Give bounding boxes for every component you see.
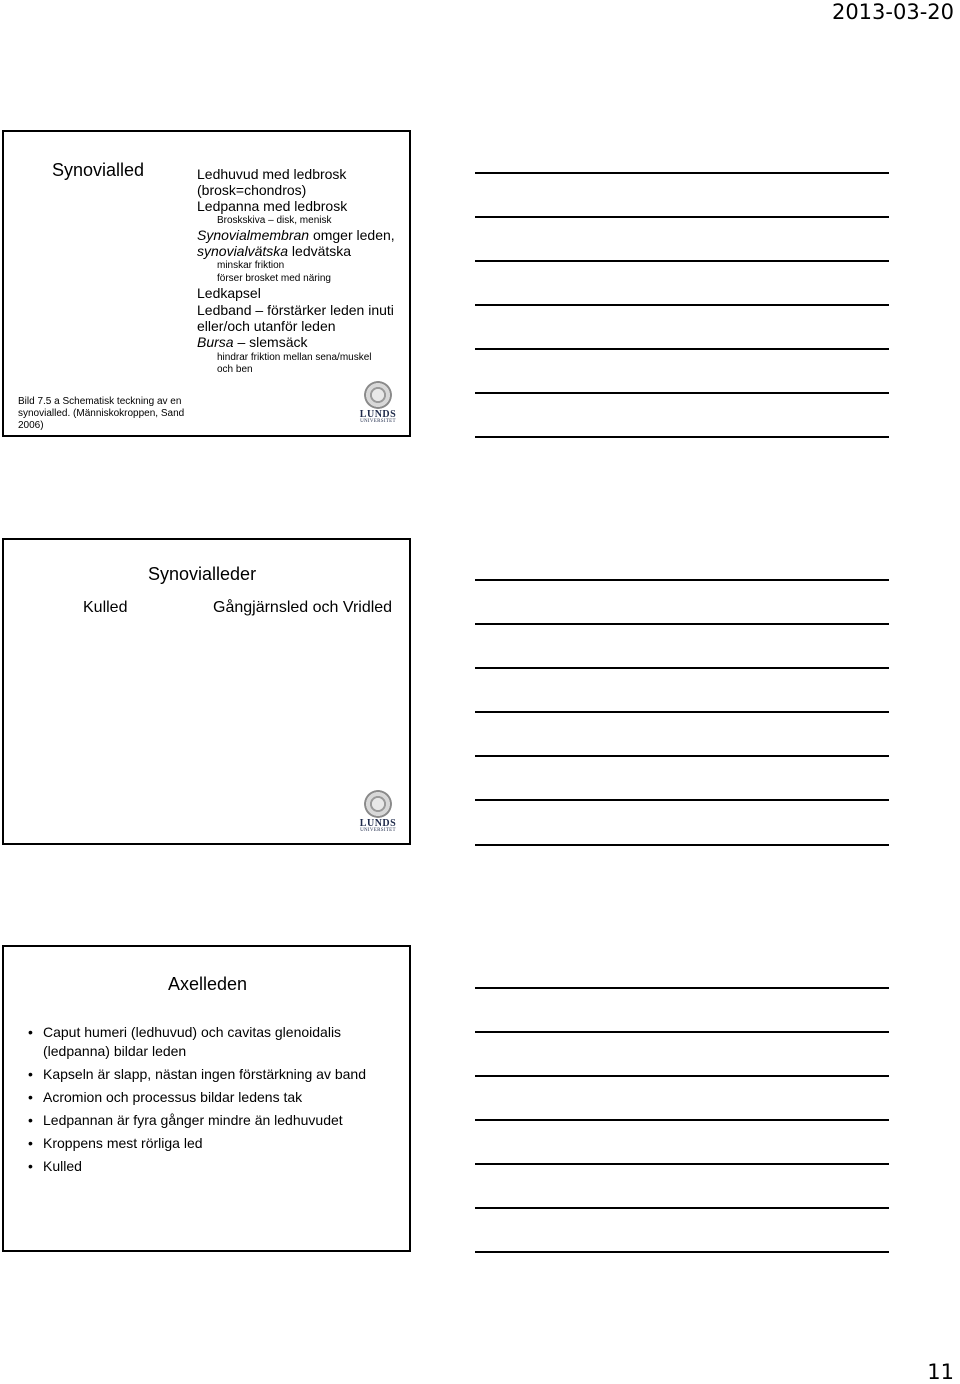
italic-term: Synovialmembran <box>197 227 310 243</box>
note-line <box>475 844 889 846</box>
text-subline: förser brosket med näring <box>217 273 331 284</box>
text-line: (brosk=chondros) <box>197 182 307 198</box>
text-line: eller/och utanför leden <box>197 318 336 334</box>
note-line <box>475 392 889 394</box>
note-line <box>475 755 889 757</box>
caption-line: synovialled. (Människokroppen, Sand <box>18 408 185 419</box>
note-line <box>475 579 889 581</box>
text-line: Ledhuvud med ledbrosk <box>197 166 347 182</box>
note-line <box>475 623 889 625</box>
note-line <box>475 1119 889 1121</box>
lund-university-seal-icon <box>364 381 392 409</box>
text-rest: ledvätska <box>288 243 352 259</box>
text-line <box>197 334 308 350</box>
text-line: Ledkapsel <box>197 285 261 301</box>
logo-wordmark: LUNDS <box>359 818 397 829</box>
slide-synovialleder <box>2 538 411 845</box>
note-line <box>475 304 889 306</box>
text-subline: och ben <box>217 364 253 375</box>
note-line <box>475 260 889 262</box>
note-line <box>475 1163 889 1165</box>
note-line <box>475 348 889 350</box>
image-caption <box>18 396 184 432</box>
text-subline: hindrar friktion mellan sena/muskel <box>217 352 372 363</box>
bullet-item: • Kapseln är slapp, nästan ingen förstärkning av band <box>28 1063 366 1086</box>
text-subline: Broskskiva – disk, menisk <box>217 215 332 226</box>
text-line <box>197 227 395 243</box>
print-date: 2013-03-20 <box>831 0 954 24</box>
slide-synovialled <box>2 130 411 437</box>
bullet-item: • Kroppens mest rörliga led <box>28 1132 366 1155</box>
note-line <box>475 436 889 438</box>
bullet-item: • Caput humeri (ledhuvud) och cavitas glenoidalis <box>28 1021 366 1044</box>
logo-wordmark: LUNDS <box>359 409 397 420</box>
page-number: 11 <box>927 1360 954 1384</box>
slide-axelleden <box>2 945 411 1252</box>
note-line <box>475 1031 889 1033</box>
lund-university-seal-icon <box>364 790 392 818</box>
italic-term: synovialvätska <box>197 243 289 259</box>
caption-line: 2006) <box>18 420 44 431</box>
text-rest: – slemsäck <box>233 334 308 350</box>
caption-line: Bild 7.5 a Schematisk teckning av en <box>18 396 182 407</box>
note-line <box>475 216 889 218</box>
note-line <box>475 172 889 174</box>
note-line <box>475 987 889 989</box>
logo-subtitle: UNIVERSITET <box>360 828 396 833</box>
bullet-continuation: (ledpanna) bildar leden <box>43 1043 187 1059</box>
label-kulled: Kulled <box>83 599 128 616</box>
lund-university-logo <box>358 381 398 425</box>
bullet-list <box>28 1021 366 1178</box>
bullet-item: • Acromion och processus bildar ledens tak <box>28 1086 366 1109</box>
slide-title: Synovialled <box>52 160 145 180</box>
logo-subtitle: UNIVERSITET <box>360 419 396 424</box>
text-rest: omger leden, <box>309 227 395 243</box>
lund-university-logo <box>358 790 398 834</box>
bullet-item: • Ledpannan är fyra gånger mindre än ledhuvudet <box>28 1109 366 1132</box>
note-line <box>475 1251 889 1253</box>
note-line <box>475 1075 889 1077</box>
slide-title: Axelleden <box>168 974 248 994</box>
label-gangjarnsled: Gångjärnsled och Vridled <box>213 599 393 616</box>
slide-title: Synovialleder <box>148 564 257 584</box>
note-line <box>475 711 889 713</box>
note-line <box>475 799 889 801</box>
note-line <box>475 667 889 669</box>
bullet-item: • Kulled <box>28 1155 366 1178</box>
text-line <box>197 243 351 259</box>
italic-term: Bursa <box>197 334 234 350</box>
text-line: Ledpanna med ledbrosk <box>197 198 348 214</box>
text-subline: minskar friktion <box>217 260 285 271</box>
note-line <box>475 1207 889 1209</box>
text-line: Ledband – förstärker leden inuti <box>197 302 394 318</box>
